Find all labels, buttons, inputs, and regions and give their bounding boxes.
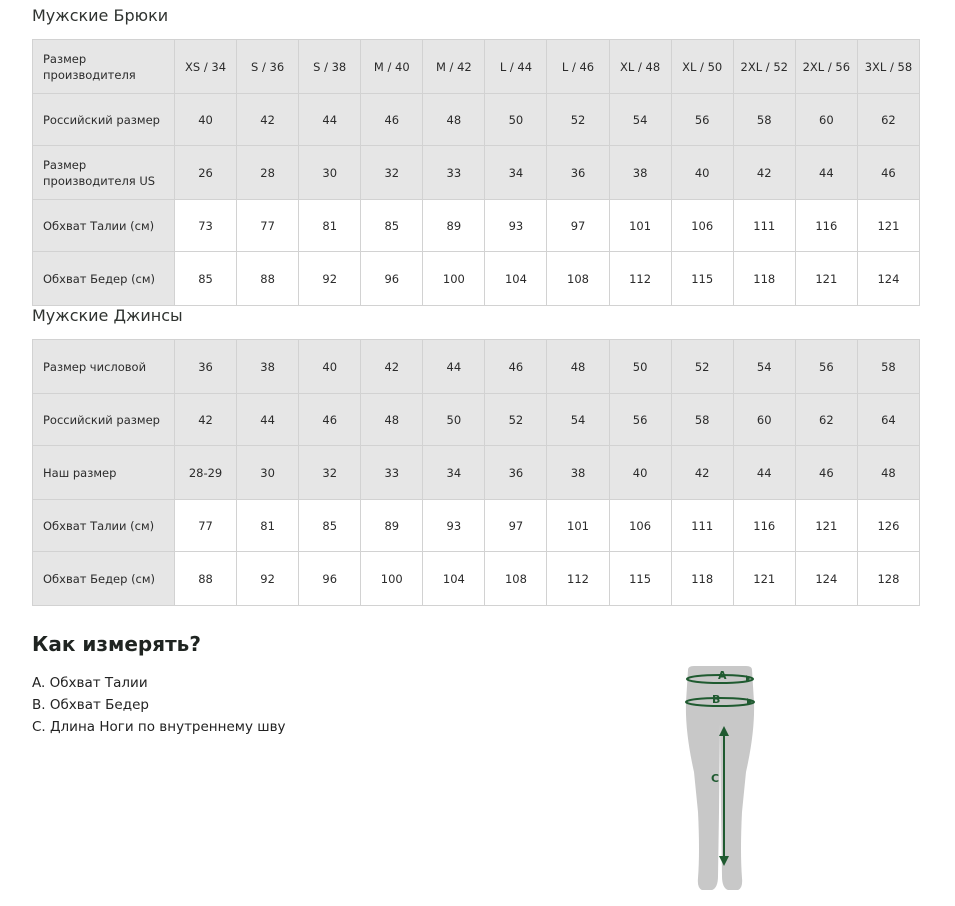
table-cell: 111 (671, 500, 733, 552)
table-cell: 106 (671, 200, 733, 252)
label-c: C (711, 772, 720, 785)
table-cell: 28 (237, 146, 299, 200)
table-cell: 30 (237, 446, 299, 500)
table-cell: 96 (361, 252, 423, 306)
jeans-title: Мужские Джинсы (32, 306, 183, 325)
table-cell: 44 (795, 146, 857, 200)
header-cell: 36 (175, 340, 237, 394)
table-cell: 121 (857, 200, 919, 252)
header-cell: 2XL / 56 (795, 40, 857, 94)
header-cell: 42 (361, 340, 423, 394)
table-cell: 64 (857, 394, 919, 446)
table-cell: 111 (733, 200, 795, 252)
row-label: Обхват Бедер (см) (33, 552, 175, 606)
table-cell: 104 (485, 252, 547, 306)
table-cell: 32 (299, 446, 361, 500)
table-cell: 116 (733, 500, 795, 552)
table-cell: 112 (609, 252, 671, 306)
table-cell: 88 (237, 252, 299, 306)
table-cell: 104 (423, 552, 485, 606)
table-cell: 100 (361, 552, 423, 606)
table-cell: 46 (795, 446, 857, 500)
table-cell: 34 (423, 446, 485, 500)
step-waist: A. Обхват Талии (32, 675, 148, 691)
table-cell: 92 (299, 252, 361, 306)
table-cell: 62 (795, 394, 857, 446)
table-cell: 44 (733, 446, 795, 500)
table-cell: 52 (547, 94, 609, 146)
header-cell: 58 (857, 340, 919, 394)
table-cell: 40 (671, 146, 733, 200)
measurement-steps (32, 672, 286, 738)
row-label: Наш размер (33, 446, 175, 500)
table-cell: 112 (547, 552, 609, 606)
row-label: Обхват Талии (см) (33, 200, 175, 252)
table-cell: 121 (733, 552, 795, 606)
table-cell: 40 (609, 446, 671, 500)
table-cell: 56 (671, 94, 733, 146)
table-cell: 58 (733, 94, 795, 146)
table-header-row (33, 40, 920, 94)
table-cell: 126 (857, 500, 919, 552)
table-cell: 97 (485, 500, 547, 552)
table-cell: 115 (671, 252, 733, 306)
header-cell: XL / 48 (609, 40, 671, 94)
table-cell: 89 (423, 200, 485, 252)
table-cell: 106 (609, 500, 671, 552)
label-b: B (712, 693, 721, 706)
header-cell: S / 38 (299, 40, 361, 94)
table-row (33, 94, 920, 146)
header-cell: 3XL / 58 (857, 40, 919, 94)
table-cell: 48 (857, 446, 919, 500)
step-inseam: C. Длина Ноги по внутреннему шву (32, 719, 286, 735)
table-cell: 85 (299, 500, 361, 552)
header-cell: S / 36 (237, 40, 299, 94)
table-cell: 46 (361, 94, 423, 146)
row-label: Размер числовой (33, 340, 175, 394)
table-cell: 116 (795, 200, 857, 252)
row-label: Размер производителя (33, 40, 175, 94)
table-cell: 38 (547, 446, 609, 500)
header-cell: L / 44 (485, 40, 547, 94)
table-row (33, 446, 920, 500)
table-cell: 56 (609, 394, 671, 446)
table-row (33, 552, 920, 606)
table-cell: 26 (175, 146, 237, 200)
header-cell: 48 (547, 340, 609, 394)
table-cell: 128 (857, 552, 919, 606)
header-cell: 46 (485, 340, 547, 394)
table-cell: 88 (175, 552, 237, 606)
table-cell: 34 (485, 146, 547, 200)
table-cell: 89 (361, 500, 423, 552)
howto-title: Как измерять? (32, 632, 201, 656)
table-header-row (33, 340, 920, 394)
table-cell: 124 (795, 552, 857, 606)
table-row (33, 252, 920, 306)
table-cell: 108 (547, 252, 609, 306)
step-hips: B. Обхват Бедер (32, 697, 149, 713)
table-cell: 46 (299, 394, 361, 446)
row-label: Российский размер (33, 94, 175, 146)
header-cell: 54 (733, 340, 795, 394)
table-cell: 42 (671, 446, 733, 500)
table-cell: 48 (423, 94, 485, 146)
header-cell: 38 (237, 340, 299, 394)
table-cell: 81 (299, 200, 361, 252)
header-cell: 44 (423, 340, 485, 394)
row-label: Размер производителя US (33, 146, 175, 200)
table-cell: 101 (609, 200, 671, 252)
table-cell: 42 (733, 146, 795, 200)
header-cell: 2XL / 52 (733, 40, 795, 94)
table-cell: 115 (609, 552, 671, 606)
table-cell: 121 (795, 252, 857, 306)
table-cell: 77 (175, 500, 237, 552)
table-cell: 44 (237, 394, 299, 446)
table-cell: 46 (857, 146, 919, 200)
table-cell: 118 (671, 552, 733, 606)
table-cell: 33 (361, 446, 423, 500)
table-cell: 73 (175, 200, 237, 252)
table-cell: 32 (361, 146, 423, 200)
table-cell: 40 (175, 94, 237, 146)
header-cell: 40 (299, 340, 361, 394)
table-row (33, 394, 920, 446)
table-cell: 85 (175, 252, 237, 306)
table-cell: 62 (857, 94, 919, 146)
table-cell: 42 (175, 394, 237, 446)
legs-illustration (680, 662, 760, 894)
label-a: A (718, 669, 727, 682)
table-cell: 28-29 (175, 446, 237, 500)
table-cell: 58 (671, 394, 733, 446)
table-cell: 54 (609, 94, 671, 146)
table-cell: 121 (795, 500, 857, 552)
table-cell: 60 (733, 394, 795, 446)
table-cell: 38 (609, 146, 671, 200)
jeans-size-table (32, 339, 920, 606)
header-cell: XL / 50 (671, 40, 733, 94)
table-cell: 60 (795, 94, 857, 146)
table-cell: 93 (485, 200, 547, 252)
table-cell: 100 (423, 252, 485, 306)
header-cell: XS / 34 (175, 40, 237, 94)
pants-size-table (32, 39, 920, 306)
header-cell: M / 42 (423, 40, 485, 94)
header-cell: 52 (671, 340, 733, 394)
row-label: Обхват Талии (см) (33, 500, 175, 552)
table-cell: 42 (237, 94, 299, 146)
table-cell: 33 (423, 146, 485, 200)
table-cell: 124 (857, 252, 919, 306)
table-cell: 30 (299, 146, 361, 200)
pants-title: Мужские Брюки (32, 6, 169, 25)
table-cell: 81 (237, 500, 299, 552)
table-cell: 36 (485, 446, 547, 500)
table-row (33, 146, 920, 200)
row-label: Обхват Бедер (см) (33, 252, 175, 306)
table-cell: 54 (547, 394, 609, 446)
header-cell: 50 (609, 340, 671, 394)
header-cell: L / 46 (547, 40, 609, 94)
header-cell: M / 40 (361, 40, 423, 94)
table-cell: 44 (299, 94, 361, 146)
table-cell: 108 (485, 552, 547, 606)
table-row (33, 200, 920, 252)
table-cell: 36 (547, 146, 609, 200)
table-cell: 118 (733, 252, 795, 306)
table-cell: 93 (423, 500, 485, 552)
header-cell: 56 (795, 340, 857, 394)
table-cell: 92 (237, 552, 299, 606)
table-cell: 50 (423, 394, 485, 446)
table-cell: 50 (485, 94, 547, 146)
table-cell: 52 (485, 394, 547, 446)
table-cell: 85 (361, 200, 423, 252)
table-cell: 97 (547, 200, 609, 252)
row-label: Российский размер (33, 394, 175, 446)
table-cell: 101 (547, 500, 609, 552)
table-row (33, 500, 920, 552)
table-cell: 96 (299, 552, 361, 606)
legs-measurement-icon (680, 662, 760, 894)
table-cell: 77 (237, 200, 299, 252)
table-cell: 48 (361, 394, 423, 446)
